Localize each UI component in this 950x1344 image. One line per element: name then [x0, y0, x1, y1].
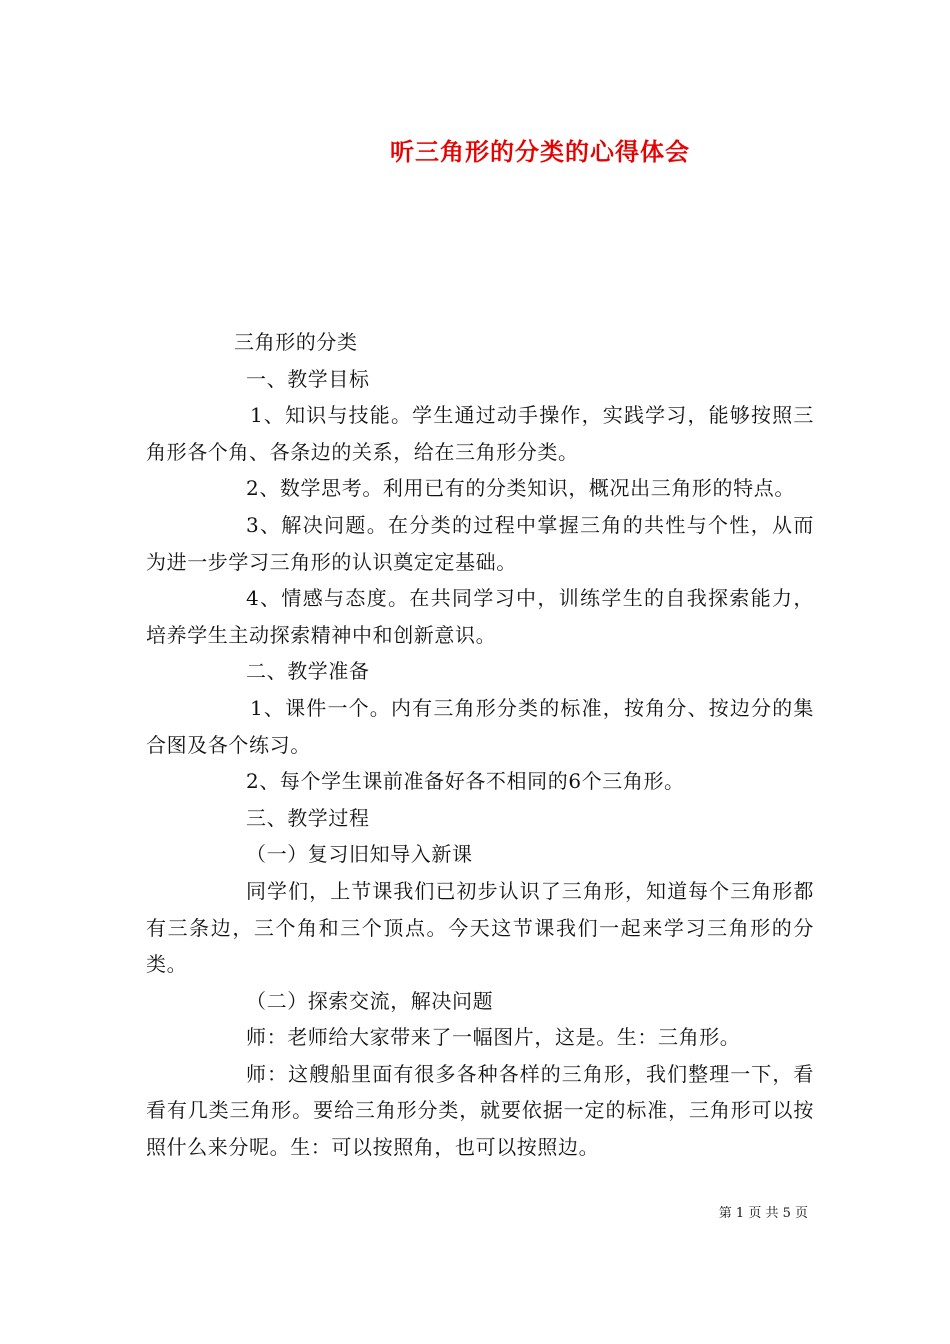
page-number: 第 1 页 共 5 页: [718, 1206, 808, 1221]
section-heading: 二、教学准备: [246, 659, 370, 684]
document-title: 听三角形的分类的心得体会: [390, 137, 690, 166]
paragraph: 3、解决问题。在分类的过程中掌握三角的共性与个性，从而为进一步学习三角形的认识奠定定基础。: [146, 512, 814, 574]
paragraph: 2、数学思考。利用已有的分类知识，概况出三角形的特点。: [246, 476, 795, 501]
section-heading: 三、教学过程: [246, 805, 370, 830]
paragraph: 师：老师给大家带来了一幅图片，这是。生：三角形。: [246, 1025, 741, 1050]
paragraph: 师：这艘船里面有很多各种各样的三角形，我们整理一下，看看有几类三角形。要给三角形分类，就要依据一定的标准，三角形可以按照什么来分呢。生：可以按照角，也可以按照边。: [146, 1061, 814, 1160]
subsection-heading: （二）探索交流，解决问题: [246, 988, 494, 1013]
paragraph: 1、知识与技能。学生通过动手操作，实践学习，能够按照三角形各个角、各条边的关系，给在三角形分类。: [146, 403, 814, 464]
document-body: [146, 324, 814, 1166]
paragraph: 4、情感与态度。在共同学习中，训练学生的自我探索能力，培养学生主动探索精神中和创新意识。: [146, 586, 814, 647]
paragraph: 同学们，上节课我们已初步认识了三角形，知道每个三角形都有三条边，三个角和三个顶点。今天这节课我们一起来学习三角形的分类。: [146, 878, 814, 977]
section-heading: 三角形的分类: [234, 330, 358, 354]
paragraph: 2、每个学生课前准备好各不相同的6个三角形。: [246, 769, 685, 794]
section-heading: 一、教学目标: [246, 366, 370, 391]
subsection-heading: （一）复习旧知导入新课: [246, 842, 473, 867]
paragraph: 1、课件一个。内有三角形分类的标准，按角分、按边分的集合图及各个练习。: [146, 695, 814, 757]
